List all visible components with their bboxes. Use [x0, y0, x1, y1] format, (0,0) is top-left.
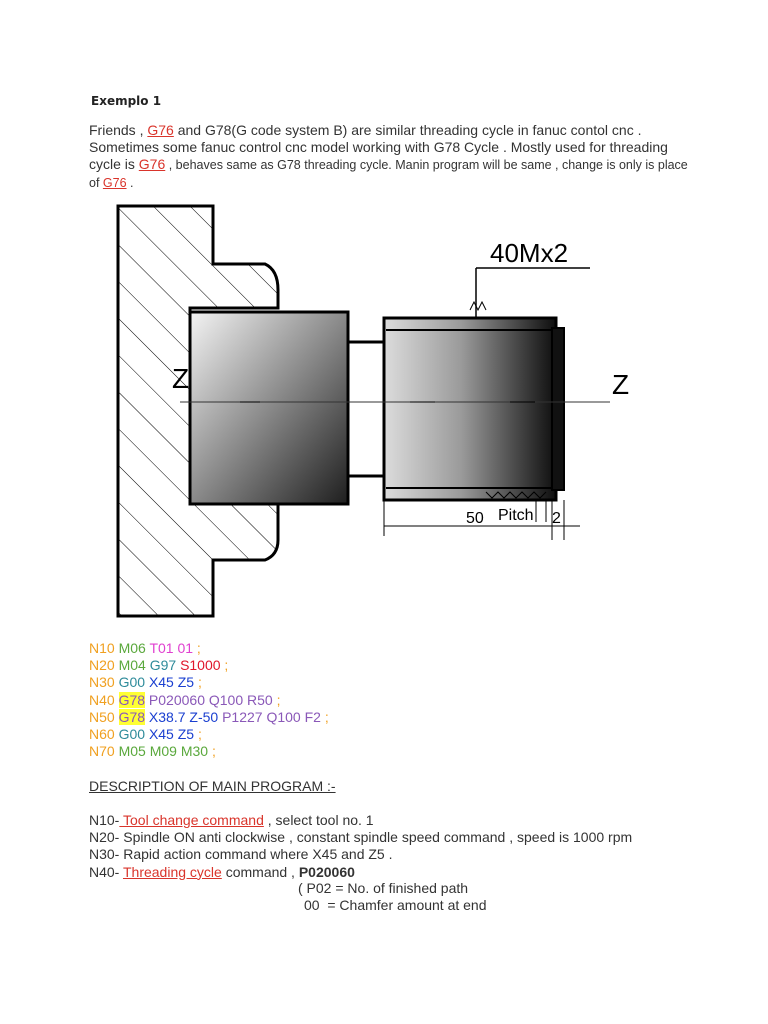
program-token: ;	[208, 743, 216, 760]
program-token: N60	[89, 725, 119, 742]
neck	[348, 342, 384, 476]
program-token: N10	[89, 640, 119, 656]
program-token: G97	[149, 657, 181, 674]
program-line	[89, 743, 329, 760]
desc-sub-p02: ( P02 = No. of finished path	[298, 880, 469, 896]
tool-change-link[interactable]: Tool change command	[119, 812, 264, 828]
program-token: P020060 Q100 R50	[145, 691, 273, 708]
shoulder-cylinder	[190, 312, 348, 504]
program-token: X45 Z5	[148, 725, 195, 742]
intro-text-3: , behaves same as G78 threading cycle. Manin program will be same , change is only is place of	[89, 158, 688, 190]
description-title: DESCRIPTION OF MAIN PROGRAM :-	[89, 778, 336, 794]
desc-sub-00: 00 = Chamfer amount at end	[304, 897, 487, 913]
program-token: N20	[89, 657, 119, 674]
program-line	[89, 726, 329, 743]
program-token: G00	[118, 725, 149, 742]
program-token: N30	[89, 674, 119, 691]
program-token: G78	[118, 691, 146, 708]
program-token: M04	[118, 657, 150, 674]
intro-paragraph	[89, 122, 689, 192]
program-token: X45 Z5	[148, 674, 195, 691]
desc-n40: N40- Threading cycle command , P020060	[89, 863, 355, 880]
program-token: T01 01	[149, 640, 194, 656]
program-token: N70	[89, 743, 119, 760]
threading-cycle-link[interactable]: Threading cycle	[122, 863, 222, 880]
g76-link-2[interactable]: G76	[138, 156, 166, 172]
desc-n10: N10- Tool change command , select tool no. 1	[89, 812, 374, 828]
program-token: M05 M09 M30	[118, 743, 209, 760]
desc-n20: N20- Spindle ON anti clockwise , constant spindle speed command , speed is 1000 rpm	[89, 829, 633, 846]
program-token: G78	[118, 708, 146, 725]
program-token: P1227 Q100 F2	[222, 708, 321, 725]
cnc-program	[89, 640, 329, 760]
program-token: ;	[193, 640, 201, 656]
program-token: G00	[118, 674, 149, 691]
page-heading: Exemplo 1	[91, 94, 162, 108]
program-token: S1000	[180, 657, 221, 674]
threaded-part	[384, 318, 556, 500]
program-token: ;	[320, 708, 329, 725]
program-token: ;	[194, 674, 202, 691]
axis-label-right: Z	[612, 369, 630, 400]
program-token: N40	[89, 691, 119, 708]
program-line	[89, 640, 329, 657]
dimension-2: 2	[552, 510, 561, 527]
intro-text-2: and G78(G code system B) are similar threading cycle in fanuc contol cnc . Sometimes some fanuc control cnc model working with G78 Cycle . Mostly used for threading cycle is	[89, 122, 668, 172]
program-line	[89, 692, 329, 709]
g76-link-1[interactable]: G76	[147, 122, 174, 138]
program-token: X38.7 Z-50	[145, 708, 223, 725]
thread-chamfer	[552, 328, 564, 490]
threading-diagram	[110, 200, 630, 620]
thread-label: 40Mx2	[490, 238, 569, 268]
g76-link-3[interactable]: G76	[102, 176, 127, 190]
dimension-50: 50	[466, 510, 484, 527]
program-line	[89, 657, 329, 674]
program-token: ;	[194, 725, 202, 742]
program-token: M06	[118, 640, 150, 656]
description-block	[89, 812, 632, 881]
program-token: ;	[272, 691, 281, 708]
program-line	[89, 709, 329, 726]
axis-label-left: Z	[172, 363, 190, 394]
program-token: ;	[220, 657, 229, 674]
program-line	[89, 674, 329, 691]
intro-text-4: .	[126, 176, 134, 190]
desc-n30: N30- Rapid action command where X45 and Z5 .	[89, 846, 393, 863]
program-token: N50	[89, 708, 119, 725]
pitch-label: Pitch	[498, 507, 534, 524]
intro-text-1: Friends ,	[89, 122, 148, 138]
